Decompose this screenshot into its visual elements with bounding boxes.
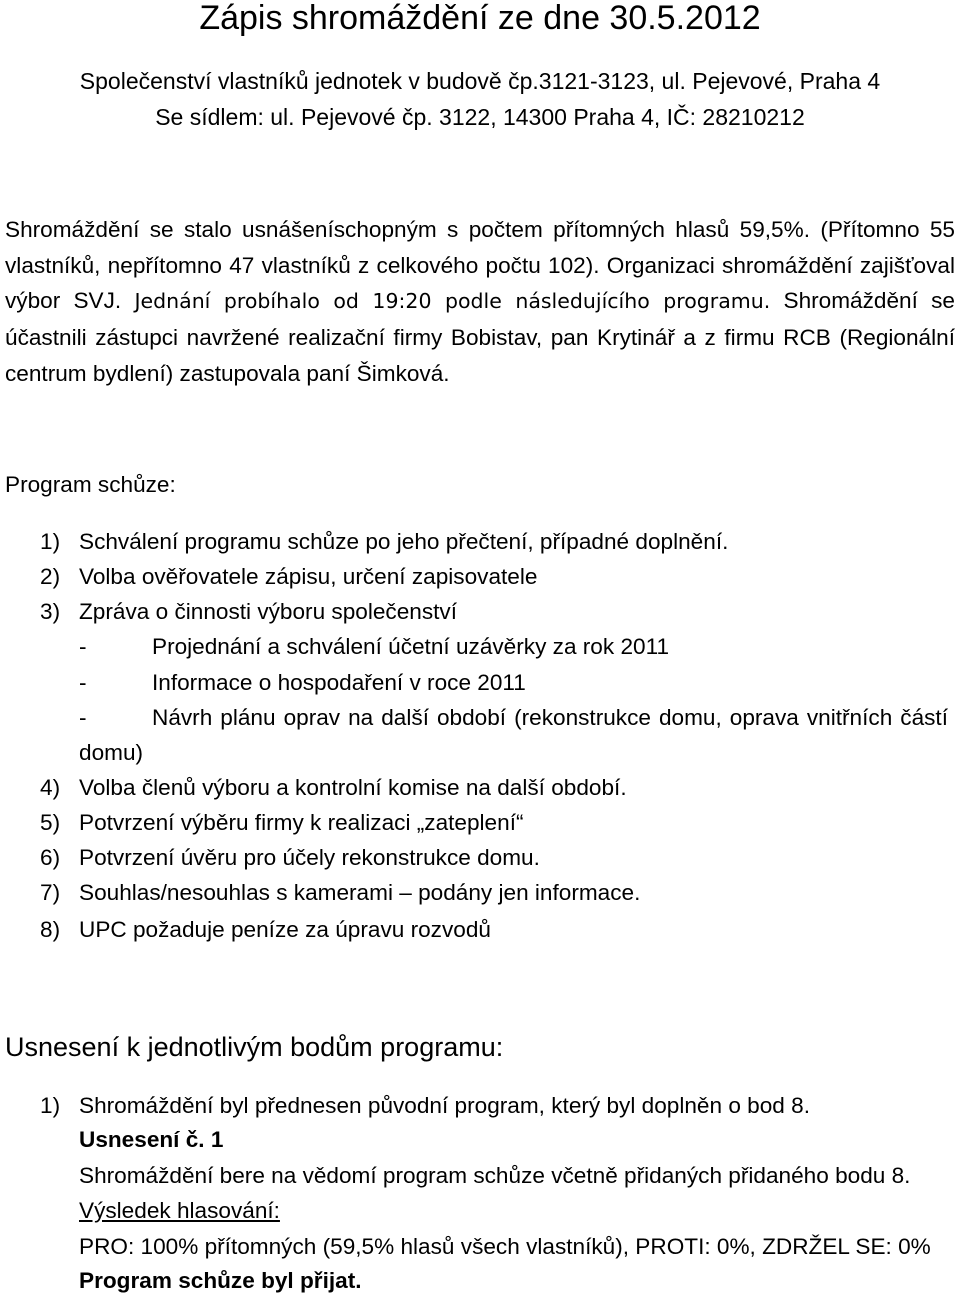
program-item-number: 8)	[40, 917, 61, 942]
program-item-number: 4)	[40, 775, 61, 800]
subitem-text: Projednání a schválení účetní uzávěrky za rok 2011	[152, 634, 670, 659]
program-item-text: UPC požaduje peníze za úpravu rozvodů	[79, 917, 491, 942]
program-item-text: Potvrzení výběru firmy k realizaci „zateplení“	[79, 810, 524, 835]
intro-line-2: vlastníků, nepřítomno 47 vlastníků z celkového počtu 102). Organizaci shromáždění zajišťoval	[5, 253, 955, 278]
intro-line-1: Shromáždění se stalo usnášeníschopným s počtem přítomných hlasů 59,5%. (Přítomno 55	[5, 217, 955, 242]
program-item-number: 2)	[40, 564, 61, 589]
resolution-item-number: 1)	[40, 1093, 61, 1118]
intro-line-3-part-a: výbor SVJ.	[5, 288, 122, 313]
resolution-item-text: Shromáždění byl přednesen původní program, který byl doplněn o bod 8.	[79, 1093, 810, 1118]
association-name: Společenství vlastníků jednotek v budově čp.3121-3123, ul. Pejevové, Praha 4	[79, 68, 881, 94]
intro-line-5: centrum bydlení) zastupovala paní Šimková.	[5, 361, 450, 386]
program-heading: Program schůze:	[5, 472, 176, 497]
program-item-text: Volba ověřovatele zápisu, určení zapisovatele	[79, 564, 538, 589]
program-item-number: 7)	[40, 880, 61, 905]
program-item-text: Schválení programu schůze po jeho přečtení, případné doplnění.	[79, 529, 729, 554]
program-item-text: Zpráva o činnosti výboru společenství	[79, 599, 458, 624]
subitem-bullet: -	[79, 670, 87, 695]
resolution-outcome: Program schůze byl přijat.	[79, 1268, 362, 1293]
intro-line-3	[5, 288, 955, 314]
program-item-number: 6)	[40, 845, 61, 870]
document-title: Zápis shromáždění ze dne 30.5.2012	[199, 0, 761, 37]
subitem-text: Informace o hospodaření v roce 2011	[152, 670, 526, 695]
resolutions-heading: Usnesení k jednotlivým bodům programu:	[5, 1032, 504, 1062]
intro-line-3-part-b: Jednání probíhalo od 19:20 podle následujícího programu.	[134, 289, 771, 313]
intro-line-3-part-c: Shromáždění se	[783, 288, 956, 313]
program-item-text: Souhlas/nesouhlas s kamerami – podány jen informace.	[79, 880, 641, 905]
vote-result: PRO: 100% přítomných (59,5% hlasů všech vlastníků), PROTI: 0%, ZDRŽEL SE: 0%	[79, 1234, 931, 1259]
program-item-number: 5)	[40, 810, 61, 835]
program-item-number: 1)	[40, 529, 61, 554]
program-item-number: 3)	[40, 599, 61, 624]
resolution-text: Shromáždění bere na vědomí program schůze včetně přidaných přidaného bodu 8.	[79, 1163, 911, 1188]
subitem-text: Návrh plánu oprav na další období (rekonstrukce domu, oprava vnitřních částí domu)	[79, 705, 948, 765]
subitem-bullet: -	[79, 634, 87, 659]
resolution-label: Usnesení č. 1	[79, 1127, 224, 1152]
subitem-bullet: -	[79, 705, 87, 730]
program-item-text: Volba členů výboru a kontrolní komise na další období.	[79, 775, 627, 800]
vote-label: Výsledek hlasování:	[79, 1198, 280, 1223]
intro-line-4: účastnili zástupci navržené realizační firmy Bobistav, pan Krytinář a z firmu RCB (Regionální	[5, 325, 955, 350]
program-item-text: Potvrzení úvěru pro účely rekonstrukce domu.	[79, 845, 540, 870]
association-seat: Se sídlem: ul. Pejevové čp. 3122, 14300 Praha 4, IČ: 28210212	[155, 104, 805, 130]
